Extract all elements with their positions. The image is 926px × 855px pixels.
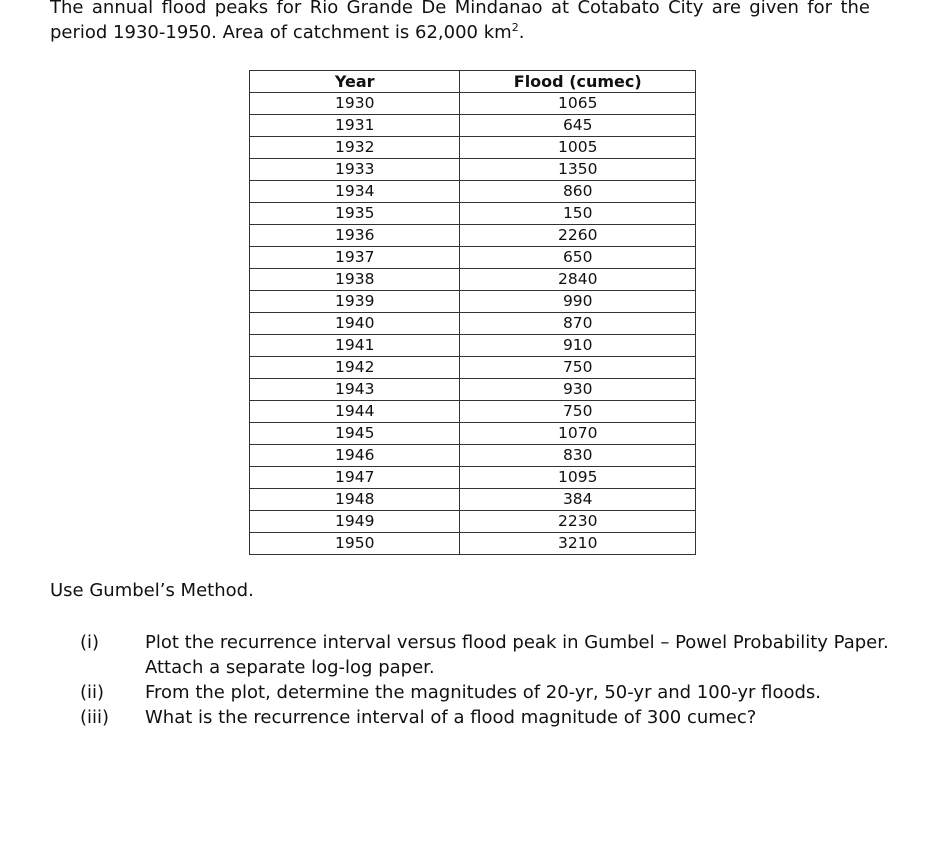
year-cell: 1942 <box>250 357 460 379</box>
flood-cell: 384 <box>460 489 696 511</box>
task-item <box>50 705 890 730</box>
year-cell: 1931 <box>250 115 460 137</box>
table-row <box>250 269 696 291</box>
table-row <box>250 489 696 511</box>
task-number: (ii) <box>80 682 105 703</box>
year-cell: 1934 <box>250 181 460 203</box>
problem-statement-end: . <box>518 22 525 43</box>
flood-cell: 3210 <box>460 533 696 555</box>
table-row <box>250 247 696 269</box>
year-cell: 1935 <box>250 203 460 225</box>
year-cell: 1932 <box>250 137 460 159</box>
table-row <box>250 159 696 181</box>
task-item <box>50 630 890 680</box>
flood-data-table <box>249 70 696 555</box>
flood-cell: 990 <box>460 291 696 313</box>
table-row <box>250 313 696 335</box>
table-row <box>250 137 696 159</box>
year-cell: 1936 <box>250 225 460 247</box>
year-cell: 1950 <box>250 533 460 555</box>
flood-cell: 910 <box>460 335 696 357</box>
table-row <box>250 423 696 445</box>
table-header-row <box>250 71 696 93</box>
method-instruction: Use Gumbel’s Method. <box>50 580 254 601</box>
table-row <box>250 115 696 137</box>
year-cell: 1941 <box>250 335 460 357</box>
year-cell: 1946 <box>250 445 460 467</box>
flood-cell: 2840 <box>460 269 696 291</box>
year-column-header: Year <box>250 71 460 93</box>
table-body <box>250 93 696 555</box>
flood-cell: 2260 <box>460 225 696 247</box>
task-item <box>50 680 890 705</box>
flood-cell: 1070 <box>460 423 696 445</box>
task-number: (iii) <box>80 707 110 728</box>
task-text: Plot the recurrence interval versus flood peak in Gumbel – Powel Probability Paper. Attach a separate log-log paper. <box>145 632 889 678</box>
table-row <box>250 357 696 379</box>
flood-cell: 650 <box>460 247 696 269</box>
flood-cell: 870 <box>460 313 696 335</box>
table-row <box>250 291 696 313</box>
flood-column-header: Flood (cumec) <box>460 71 696 93</box>
year-cell: 1948 <box>250 489 460 511</box>
problem-statement-text: The annual flood peaks for Rio Grande De Mindanao at Cotabato City are given for the period 1930-1950. Area of catchment is 62,000 km <box>50 0 870 43</box>
table-row <box>250 533 696 555</box>
table-row <box>250 225 696 247</box>
task-number: (i) <box>80 632 100 653</box>
task-text: What is the recurrence interval of a flood magnitude of 300 cumec? <box>145 707 757 728</box>
table-row <box>250 335 696 357</box>
flood-cell: 150 <box>460 203 696 225</box>
year-cell: 1949 <box>250 511 460 533</box>
task-text: From the plot, determine the magnitudes of 20-yr, 50-yr and 100-yr floods. <box>145 682 821 703</box>
table-row <box>250 467 696 489</box>
flood-cell: 750 <box>460 357 696 379</box>
year-cell: 1944 <box>250 401 460 423</box>
table-row <box>250 401 696 423</box>
year-cell: 1940 <box>250 313 460 335</box>
flood-cell: 1065 <box>460 93 696 115</box>
flood-cell: 930 <box>460 379 696 401</box>
flood-cell: 2230 <box>460 511 696 533</box>
flood-cell: 645 <box>460 115 696 137</box>
table-row <box>250 511 696 533</box>
year-cell: 1947 <box>250 467 460 489</box>
table-row <box>250 379 696 401</box>
year-cell: 1938 <box>250 269 460 291</box>
year-cell: 1945 <box>250 423 460 445</box>
table-row <box>250 203 696 225</box>
flood-cell: 830 <box>460 445 696 467</box>
flood-cell: 1005 <box>460 137 696 159</box>
area-unit-superscript: 2 <box>511 21 519 34</box>
year-cell: 1937 <box>250 247 460 269</box>
year-cell: 1943 <box>250 379 460 401</box>
flood-cell: 750 <box>460 401 696 423</box>
table-row <box>250 181 696 203</box>
year-cell: 1933 <box>250 159 460 181</box>
flood-cell: 1350 <box>460 159 696 181</box>
year-cell: 1939 <box>250 291 460 313</box>
flood-cell: 1095 <box>460 467 696 489</box>
problem-statement <box>50 0 870 45</box>
table-row <box>250 93 696 115</box>
flood-cell: 860 <box>460 181 696 203</box>
task-list <box>50 630 890 730</box>
table-row <box>250 445 696 467</box>
year-cell: 1930 <box>250 93 460 115</box>
